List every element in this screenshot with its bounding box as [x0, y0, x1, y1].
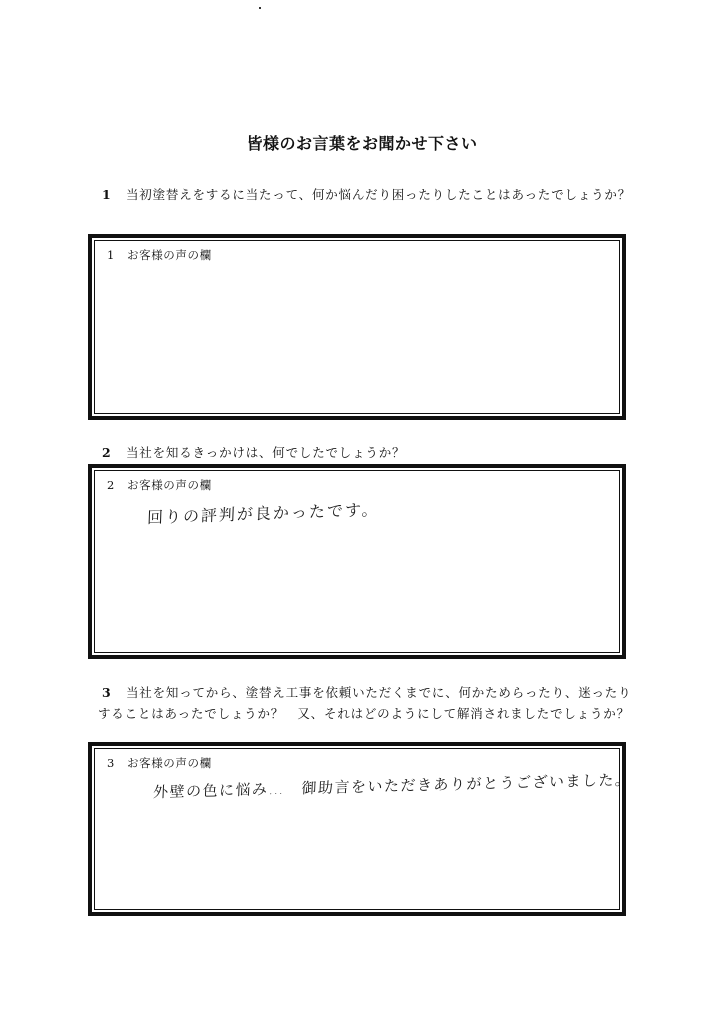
question-number: 1 — [102, 187, 112, 202]
answer-box-3 — [88, 742, 632, 916]
question-2 — [98, 442, 638, 463]
question-text: 当社を知るきっかけは、何でしたでしょうか？ — [126, 445, 406, 460]
question-text: 当初塗替えをするに当たって、何か悩んだり困ったりしたことはあったでしょうか？ — [126, 187, 632, 202]
answer-box-label — [107, 247, 212, 263]
answer-box-inner — [94, 240, 620, 414]
answer-box-label — [107, 755, 212, 771]
question-number: 2 — [102, 445, 112, 460]
answer-box-2 — [88, 464, 626, 659]
answer-box-inner — [94, 470, 620, 653]
question-text: 当社を知ってから、塗替え工事を依頼いただくまでに、何かためらったり、迷ったりすることはあったでしょうか？ 又、それはどのようにして解消されましたでしょうか？ — [98, 685, 632, 721]
answer-box-label-text: お客様の声の欄 — [127, 756, 212, 770]
page-title: 皆様のお言葉をお聞かせ下さい — [246, 134, 478, 153]
answer-box-label — [107, 477, 212, 493]
answer-box-number: 3 — [107, 756, 115, 770]
answer-box-label-text: お客様の声の欄 — [127, 478, 212, 492]
answer-box-1 — [88, 234, 626, 420]
scan-speck — [259, 7, 261, 9]
handwritten-answer: 外壁の色に悩み… 御助言をいただきありがとうございました。 — [152, 770, 632, 802]
answer-box-number: 1 — [107, 248, 115, 262]
question-number: 3 — [102, 685, 112, 700]
question-1 — [98, 184, 638, 205]
answer-box-label-text: お客様の声の欄 — [127, 248, 212, 262]
question-3 — [98, 682, 638, 724]
handwritten-answer: 回りの評判が良かったです。 — [146, 499, 380, 528]
answer-box-number: 2 — [107, 478, 115, 492]
answer-box-inner — [94, 748, 632, 910]
